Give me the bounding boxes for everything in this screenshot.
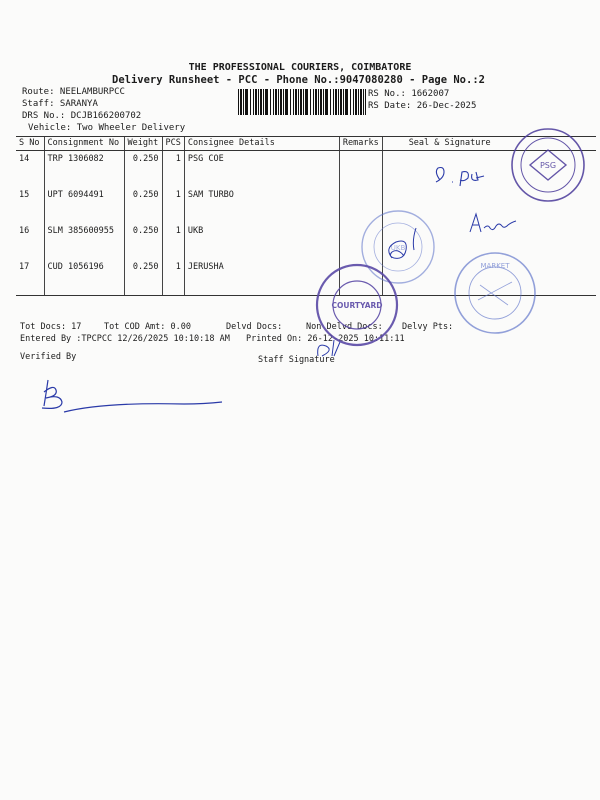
rs-number: RS No.: 1662007 — [368, 89, 450, 99]
staff-signature-label: Staff Signature — [258, 355, 335, 365]
total-docs: Tot Docs: 17 — [20, 322, 82, 332]
cell-consignment: SLM 385600955 — [44, 223, 124, 259]
col-header-sno: S No — [16, 137, 44, 151]
cell-consignee: PSG COE — [184, 151, 339, 188]
non-delivered-docs: Non Delvd Docs: — [306, 322, 383, 332]
cell-consignment: UPT 6094491 — [44, 187, 124, 223]
cell-weight: 0.250 — [124, 223, 162, 259]
col-header-consignee: Consignee Details — [184, 137, 339, 151]
cell-consignment: TRP 1306082 — [44, 151, 124, 188]
psg-stamp-text: PSG — [539, 161, 557, 170]
delivered-docs: Delvd Docs: — [226, 322, 283, 332]
col-header-pcs: PCS — [162, 137, 184, 151]
cell-consignee: SAM TURBO — [184, 187, 339, 223]
rs-date: RS Date: 26-Dec-2025 — [368, 101, 477, 111]
cell-weight: 0.250 — [124, 259, 162, 296]
cell-pcs: 1 — [162, 259, 184, 296]
cell-weight: 0.250 — [124, 151, 162, 188]
signature-row15 — [470, 214, 516, 232]
delivery-points: Delvy Pts: — [402, 322, 454, 332]
cell-consignee: JERUSHA — [184, 259, 339, 296]
cell-weight: 0.250 — [124, 187, 162, 223]
runsheet-subtitle: Delivery Runsheet - PCC - Phone No.:9047080280 - Page No.:2 — [112, 74, 485, 86]
cell-sno: 15 — [19, 190, 30, 200]
cell-sno: 17 — [16, 259, 44, 296]
verified-by: Verified By — [20, 352, 77, 362]
cell-pcs: 1 — [162, 187, 184, 223]
col-header-remarks: Remarks — [339, 137, 382, 151]
cell-consignment: CUD 1056196 — [44, 259, 124, 296]
col-header-weight: Weight — [124, 137, 162, 151]
verified-by-signature — [42, 380, 222, 412]
total-cod-amount: Tot COD Amt: 0.00 — [104, 322, 191, 332]
ukb-stamp — [362, 211, 434, 283]
col-header-consignment: Consignment No — [44, 137, 124, 151]
printed-on: Printed On: 26-12-2025 10:11:11 — [246, 334, 405, 344]
vehicle-label: Vehicle: Two Wheeler Delivery — [28, 123, 186, 133]
company-title: THE PROFESSIONAL COURIERS, COIMBATORE — [188, 62, 412, 73]
ukb-stamp-text: UKB — [390, 244, 406, 252]
staff-signature-scribble — [318, 340, 340, 356]
cell-pcs: 1 — [162, 223, 184, 259]
cell-sno: 16 — [19, 226, 30, 236]
entered-by: Entered By :TPCPCC 12/26/2025 10:10:18 AM — [20, 334, 230, 344]
staff-label: Staff: SARANYA — [22, 99, 98, 109]
market-stamp-text: MARKET — [480, 262, 510, 270]
col-header-seal: Seal & Signature — [382, 137, 596, 151]
courtyard-stamp — [317, 265, 397, 345]
psg-stamp — [512, 129, 584, 201]
drs-label: DRS No.: DCJB166200702 — [22, 111, 142, 121]
route-label: Route: NEELAMBURPCC — [22, 87, 125, 97]
courtyard-stamp-text: COURTYARD — [331, 301, 383, 310]
cell-sno: 14 — [19, 154, 30, 164]
cell-consignee: UKB — [184, 223, 339, 259]
cell-pcs: 1 — [162, 151, 184, 188]
signature-sp — [436, 168, 484, 187]
market-stamp — [455, 253, 535, 333]
